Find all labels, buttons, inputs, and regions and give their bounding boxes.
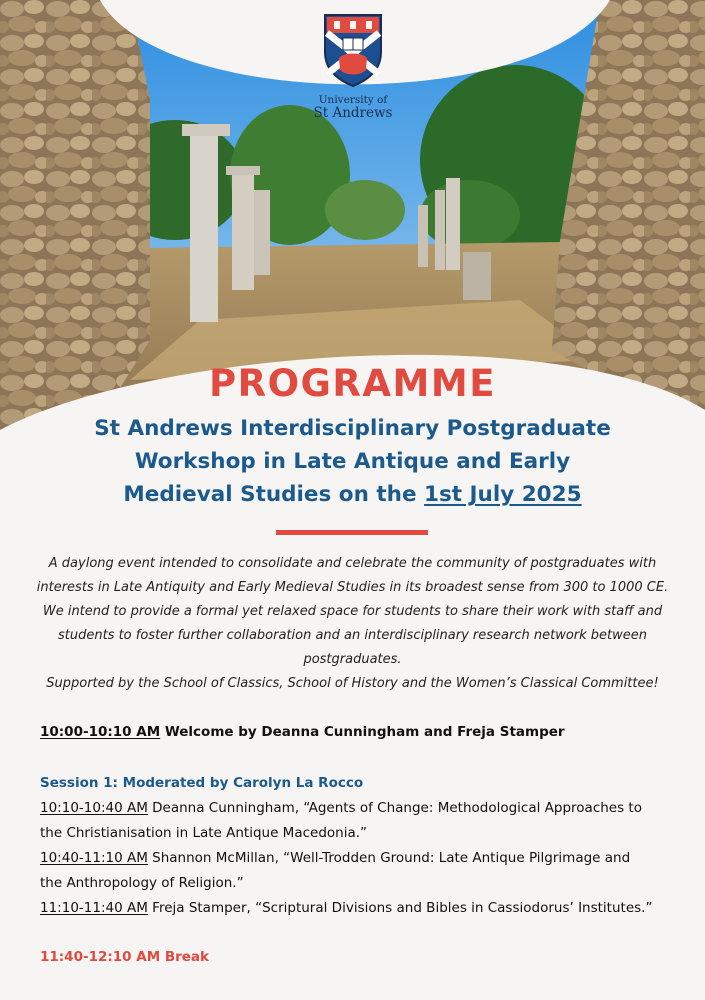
talk-title-cont: the Christianisation in Late Antique Macedonia.” [40, 825, 368, 841]
talk-time: 10:10-10:40 AM [40, 800, 148, 816]
subtitle-line-1: St Andrews Interdisciplinary Postgraduate [94, 416, 611, 441]
divider [276, 530, 428, 535]
workshop-subtitle [33, 412, 673, 511]
welcome-time: 10:00-10:10 AM [40, 724, 161, 740]
break-row: 11:40-12:10 AM Break [40, 949, 210, 965]
schedule [40, 720, 680, 970]
talk-title: Deanna Cunningham, “Agents of Change: Methodological Approaches to [152, 800, 642, 816]
crest-line-1: University of [318, 94, 388, 106]
crest-line-2: St Andrews [313, 105, 393, 122]
talk-time: 10:40-11:10 AM [40, 850, 148, 866]
university-crest [302, 12, 404, 120]
talk-2 [40, 846, 680, 896]
support-note: Supported by the School of Classics, School of History and the Women’s Classical Committee! [46, 676, 659, 691]
intro-text [30, 552, 675, 696]
talk-title: Shannon McMillan, “Well-Trodden Ground: Late Antique Pilgrimage and [152, 850, 631, 866]
shield-icon [322, 12, 384, 88]
intro-paragraph: A daylong event intended to consolidate and celebrate the community of postgraduates with interests in Late Antiquity and Early Medieval Studies in its broadest sense from 300 to 1000 CE. We intend to provide a formal yet relaxed space for students to share their work with staff and students to foster further collaboration and an interdisciplinary research network between postgraduates. [36, 556, 669, 667]
talk-time: 11:10-11:40 AM [40, 900, 148, 916]
talk-title-cont: the Anthropology of Religion.” [40, 875, 244, 891]
subtitle-line-2: Workshop in Late Antique and Early [134, 449, 571, 474]
event-date: 1st July 2025 [424, 482, 582, 507]
talk-3 [40, 896, 680, 921]
welcome-text: Welcome by Deanna Cunningham and Freja Stamper [164, 724, 565, 740]
talk-1 [40, 796, 680, 846]
session-1-heading: Session 1: Moderated by Carolyn La Rocco [40, 775, 364, 791]
welcome-row [40, 720, 680, 745]
programme-heading [0, 360, 705, 511]
subtitle-line-3 [33, 478, 673, 511]
talk-title: Freja Stamper, “Scriptural Divisions and Bibles in Cassiodorus’ Institutes.” [152, 900, 653, 916]
subtitle-line-3-prefix: Medieval Studies on the [123, 482, 417, 507]
page-title: PROGRAMME [209, 362, 496, 405]
